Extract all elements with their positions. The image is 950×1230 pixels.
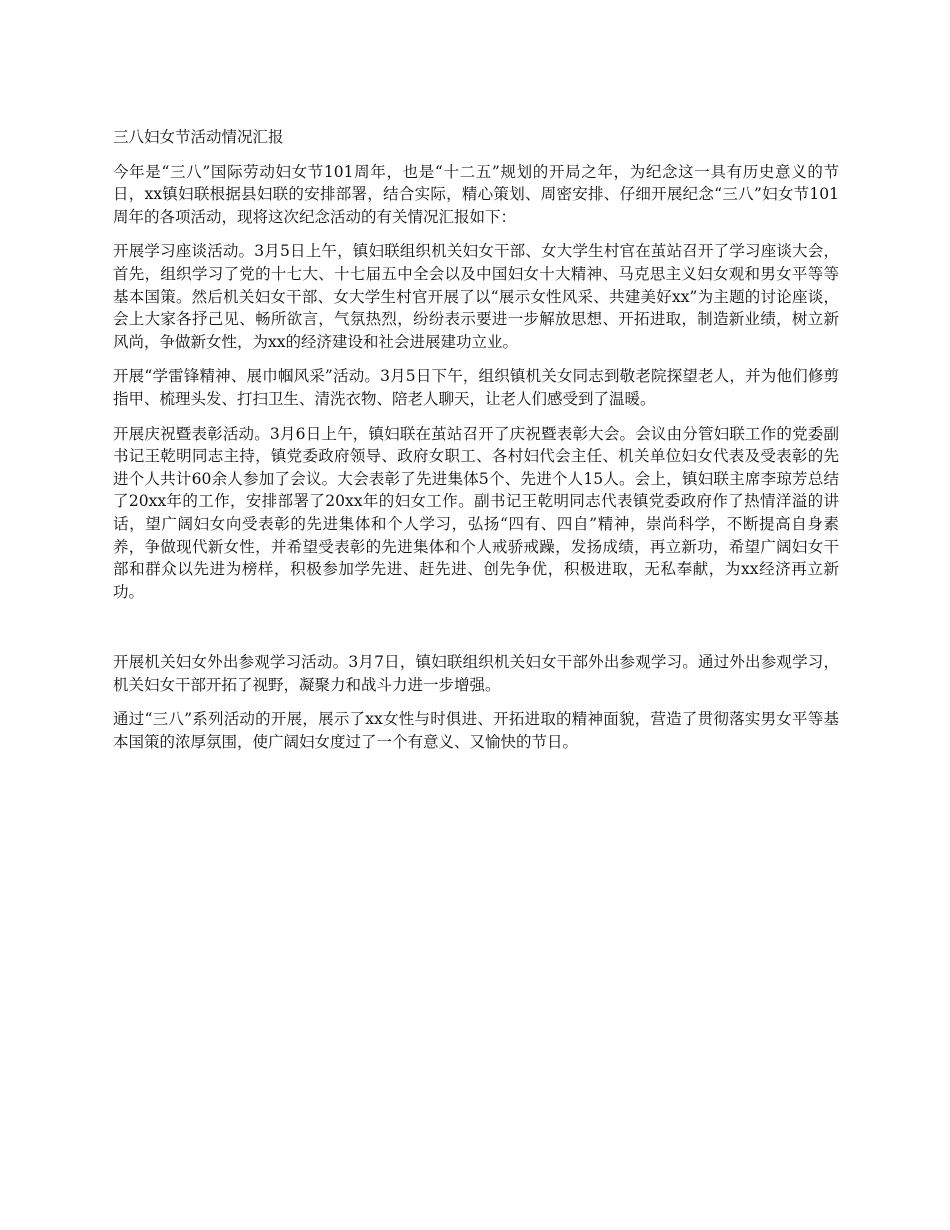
document-title: 三八妇女节活动情况汇报 — [113, 128, 284, 146]
paragraph-commendation-conference: 开展庆祝暨表彰活动。3月6日上午，镇妇联在茧站召开了庆祝暨表彰大会。会议由分管妇联工作的党委副书记王乾明同志主持，镇党委政府领导、政府女职工、各村妇代会主任、机关单位妇女代表及受表彰的先进个人共计60余人参加了会议。大会表彰了先进集体5个、先进个人15人。会上，镇妇联主席李琼芳总结了20xx年的工作，安排部署了20xx年的妇女工作。副书记王乾明同志代表镇党委政府作了热情洋溢的讲话，望广阔妇女向受表彰的先进集体和个人学习，弘扬“四有、四自”精神，崇尚科学，不断提高自身素养，争做现代新女性，并希望受表彰的先进集体和个人戒骄戒躁，发扬成绩，再立新功，希望广阔妇女干部和群众以先进为榜样，积极参加学先进、赶先进、创先争优，积极进取，无私奉献，为xx经济再立新功。 — [113, 424, 839, 601]
paragraph-study-symposium: 开展学习座谈活动。3月5日上午，镇妇联组织机关妇女干部、女大学生村官在茧站召开了学习座谈大会，首先，组织学习了党的十七大、十七届五中全会以及中国妇女十大精神、马克思主义妇女观和男女平等等基本国策。然后机关妇女干部、女大学生村官开展了以“展示女性风采、共建美好xx”为主题的讨论座谈，会上大家各抒己见、畅所欲言，气氛热烈，纷纷表示要进一步解放思想、开拓进取，制造新业绩，树立新风尚，争做新女性，为xx的经济建设和社会进展建功立业。 — [113, 242, 839, 351]
document-body — [113, 126, 839, 766]
paragraph-conclusion: 通过“三八”系列活动的开展，展示了xx女性与时俱进、开拓进取的精神面貌，营造了贯彻落实男女平等基本国策的浓厚氛围，使广阔妇女度过了一个有意义、又愉快的节日。 — [113, 710, 839, 752]
blank-gap — [113, 615, 839, 651]
paragraph-intro: 今年是“三八”国际劳动妇女节101周年，也是“十二五”规划的开局之年，为纪念这一具有历史意义的节日，xx镇妇联根据县妇联的安排部署，结合实际，精心策划、周密安排、仔细开展纪念“三八”妇女节101周年的各项活动，现将这次纪念活动的有关情况汇报如下： — [113, 162, 839, 226]
paragraph-lei-feng-activity: 开展“学雷锋精神、展巾帼风采”活动。3月5日下午，组织镇机关女同志到敬老院探望老人，并为他们修剪指甲、梳理头发、打扫卫生、清洗衣物、陪老人聊天，让老人们感受到了温暖。 — [113, 367, 839, 408]
paragraph-visit-study: 开展机关妇女外出参观学习活动。3月7日，镇妇联组织机关妇女干部外出参观学习。通过外出参观学习，机关妇女干部开拓了视野，凝聚力和战斗力进一步增强。 — [113, 653, 839, 694]
